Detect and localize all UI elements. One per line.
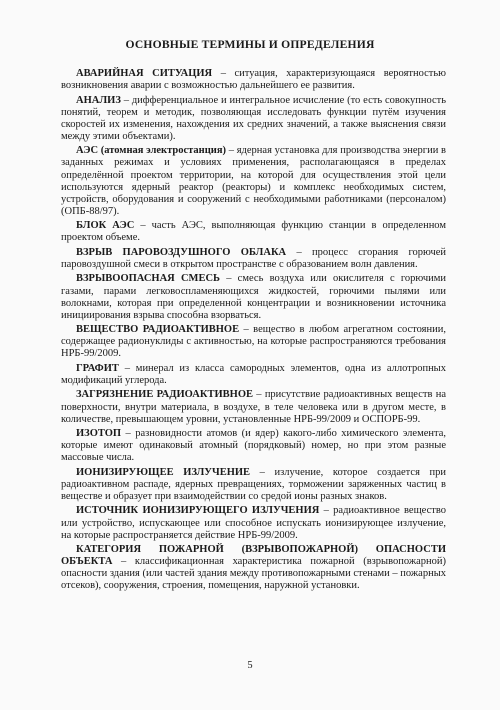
definition-text: – дифференциальное и интегральное исчисление (то есть совокупность понятий, теорем и методик, позволяющая исследовать функции путём изучения скоростей их изменения, нахождения их средних значений, а также выяснения связи между этими объектами).	[61, 94, 446, 142]
definition-item	[61, 363, 446, 387]
definition-term: АНАЛИЗ	[76, 94, 121, 106]
page-title: ОСНОВНЫЕ ТЕРМИНЫ И ОПРЕДЕЛЕНИЯ	[125, 38, 375, 51]
definition-text: – часть АЭС, выполняющая функцию станции в определенном проектом объеме.	[61, 220, 447, 244]
definition-term: ИЗОТОП	[76, 428, 122, 440]
definition-term: ВЕЩЕСТВО РАДИОАКТИВНОЕ	[76, 324, 240, 336]
definition-text: – разновидности атомов (и ядер) какого-либо химического элемента, которые имеют одинаковый атомный (порядковый) номер, но при этом разные массовые числа.	[61, 428, 446, 464]
definitions-list	[61, 68, 446, 595]
definition-item	[61, 68, 446, 92]
definition-text: – процесс сгорания горючей паровоздушной смеси в открытом пространстве с образованием волн давления.	[61, 246, 447, 270]
definition-item	[61, 324, 446, 360]
definition-item	[61, 273, 446, 321]
definition-term: ИОНИЗИРУЮЩЕЕ ИЗЛУЧЕНИЕ	[76, 466, 251, 478]
definition-text: – смесь воздуха или окислителя с горючими газами, парами легковоспламеняющихся жидкостей, горючими пылями или волокнами, которая при определенной концентрации и возникновении источника инициирования взрыва способна взорваться.	[61, 273, 447, 321]
definition-item	[61, 505, 446, 541]
definition-term: АВАРИЙНАЯ СИТУАЦИЯ	[76, 68, 213, 79]
definition-text: – ситуация, характеризующаяся вероятностью возникновения аварии с возможностью дальнейшего ее развития.	[61, 68, 446, 92]
definition-term: ЗАГРЯЗНЕНИЕ РАДИОАКТИВНОЕ	[76, 389, 254, 401]
definition-term: БЛОК АЭС	[76, 220, 135, 232]
definition-text: – вещество в любом агрегатном состоянии, содержащее радионуклиды с активностью, на которые распространяются требования НРБ-99/2009.	[61, 324, 446, 360]
definition-text: – радиоактивное вещество или устройство, испускающее или способное испускать ионизирующее излучение, на которые распространяется действие НРБ-99/2009.	[61, 505, 446, 541]
definition-item	[61, 95, 446, 143]
definition-term: КАТЕГОРИЯ ПОЖАРНОЙ (ВЗРЫВОПОЖАРНОЙ) ОПАСНОСТИ ОБЪЕКТА	[61, 544, 446, 568]
definition-item	[61, 220, 446, 244]
definition-term: ВЗРЫВООПАСНАЯ СМЕСЬ	[76, 273, 220, 285]
definition-text: – классификационная характеристика пожарной (взрывопожарной) опасности здания (или частей здания между противопожарными стенами – пожарных отсеков), сооружения, строения, помещения, наружной установки.	[61, 556, 446, 592]
definition-text: – излучение, которое создается при радиоактивном распаде, ядерных превращениях, торможении заряженных частиц в веществе и образует при взаимодействии со средой ионы разных знаков.	[61, 466, 446, 502]
definition-term: АЭС (атомная электростанция)	[76, 145, 227, 157]
definition-text: – ядерная установка для производства энергии в заданных режимах и условиях применения, располагающаяся в пределах определённой проектом территории, на которой для осуществления этой цели используются ядерный реактор (реакторы) и комплекс необходимых систем, устройств, оборудования и сооружений с необходимыми работниками (персоналом) (ОПБ-88/97).	[61, 145, 446, 217]
definition-term: ГРАФИТ	[76, 362, 119, 374]
definition-term: ИСТОЧНИК ИОНИЗИРУЮЩЕГО ИЗЛУЧЕНИЯ	[76, 505, 320, 517]
definition-item	[61, 247, 446, 271]
definition-item	[61, 467, 446, 503]
definition-item	[61, 428, 446, 464]
definition-item	[61, 145, 446, 218]
definition-item	[61, 389, 446, 425]
page-number: 5	[247, 660, 253, 671]
definition-term: ВЗРЫВ ПАРОВОЗДУШНОГО ОБЛАКА	[76, 246, 287, 258]
definition-item	[61, 544, 446, 592]
definition-text: – присутствие радиоактивных веществ на поверхности, внутри материала, в воздухе, в теле человека или в другом месте, в количестве, превышающем уровни, установленные НРБ-99/2009 и ОСПОРБ-99.	[61, 389, 446, 425]
definition-text: – минерал из класса самородных элементов, одна из аллотропных модификаций углерода.	[61, 362, 446, 386]
